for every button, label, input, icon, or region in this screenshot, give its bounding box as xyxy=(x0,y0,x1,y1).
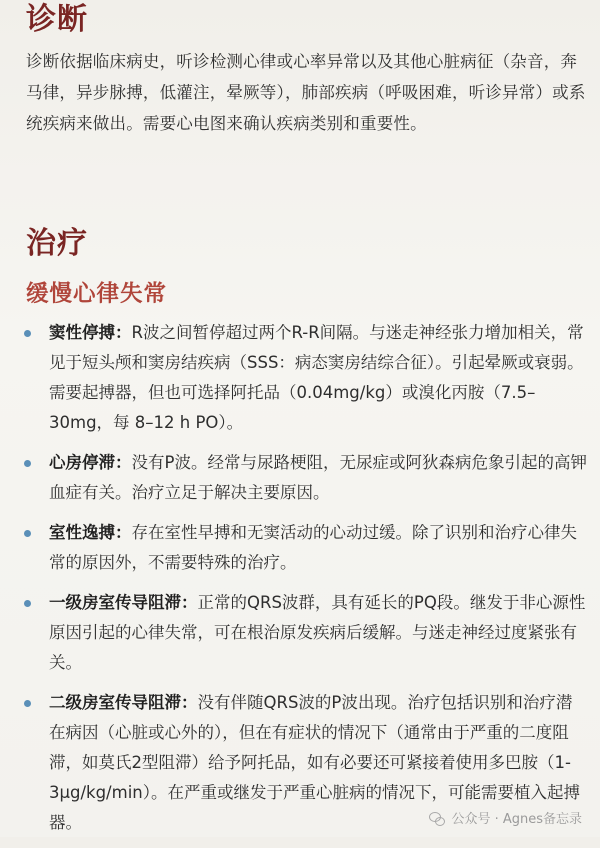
item-text: 没有P波。经常与尿路梗阻，无尿症或阿狄森病危象引起的高钾血症有关。治疗立足于解决主要原因。 xyxy=(49,453,587,502)
bullet-icon xyxy=(24,330,31,337)
treatment-heading: 治疗 xyxy=(26,226,88,261)
diagnosis-heading: 诊断 xyxy=(26,2,88,37)
bullet-icon xyxy=(24,460,31,467)
list-item-ventricular-escape xyxy=(0,518,600,578)
bullet-icon xyxy=(24,700,31,707)
item-text: 没有伴随QRS波的P波出现。治疗包括识别和治疗潜在病因（心脏或心外的），但在有症状的情况下（通常由于严重的二度阻滞，如莫氏2型阻滞）给予阿托品，如有必要还可紧接着使用多巴胺（1-3μg/kg/min）。在严重或继发于严重心脏病的情况下，可能需要植入起搏器。 xyxy=(49,693,580,832)
bullet-icon xyxy=(24,530,31,537)
diagnosis-paragraph: 诊断依据临床病史，听诊检测心律或心率异常以及其他心脏病征（杂音，奔马律，异步脉搏，低灌注，晕厥等），肺部疾病（呼吸困难，听诊异常）或系统疾病来做出。需要心电图来确认疾病类别和重要性。 xyxy=(26,52,586,133)
item-term: 一级房室传导阻滞： xyxy=(49,593,198,612)
bullet-icon xyxy=(24,600,31,607)
item-term: 室性逸搏： xyxy=(49,523,132,542)
list-item-atrial-standstill xyxy=(0,448,600,508)
item-term: 心房停滞： xyxy=(49,453,132,472)
bradyarrhythmia-subheading: 缓慢心律失常 xyxy=(26,281,168,307)
item-text: 正常的QRS波群，具有延长的PQ段。继发于非心源性原因引起的心律失常，可在根治原发疾病后缓解。与迷走神经过度紧张有关。 xyxy=(49,593,586,672)
watermark xyxy=(429,808,582,827)
watermark-text: 公众号 · Agnes备忘录 xyxy=(451,812,582,827)
list-item-first-degree-av-block xyxy=(0,588,600,678)
item-term: 二级房室传导阻滞： xyxy=(49,693,198,712)
item-term: 窦性停搏： xyxy=(49,323,132,342)
list-item-sinus-arrest xyxy=(0,318,600,438)
item-text: 存在室性早搏和无窦活动的心动过缓。除了识别和治疗心律失常的原因外，不需要特殊的治疗。 xyxy=(49,523,577,572)
item-text: R波之间暂停超过两个R-R间隔。与迷走神经张力增加相关，常见于短头颅和窦房结疾病（SSS：病态窦房结综合征）。引起晕厥或衰弱。需要起搏器，但也可选择阿托品（0.04mg/kg）或溴化丙胺（7.5–30mg，每 8–12 h PO）。 xyxy=(49,323,584,432)
treatment-list xyxy=(0,318,600,848)
wechat-icon xyxy=(429,810,445,826)
